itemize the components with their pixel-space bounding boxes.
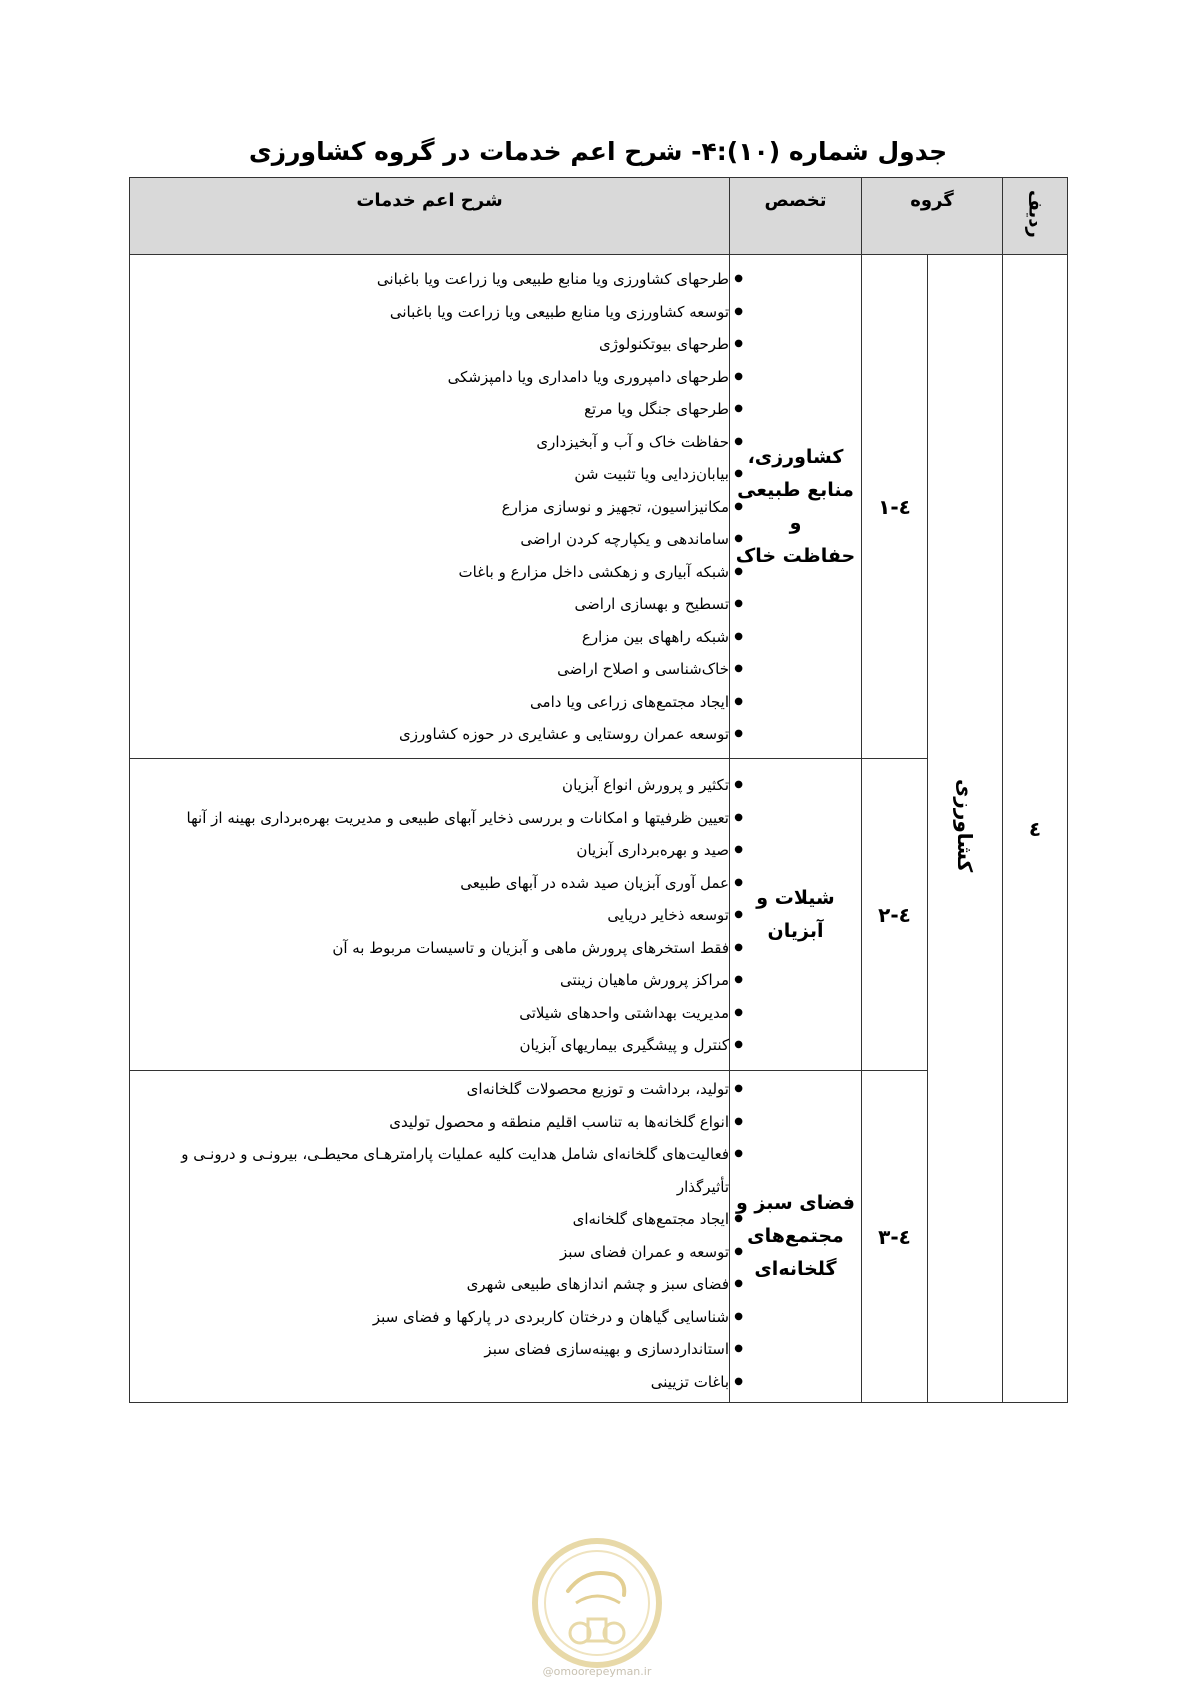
list-item: ● توسعه عمران روستایی و عشایری در حوزه کشاورزی: [130, 718, 729, 751]
list-item: ● خاک‌شناسی و اصلاح اراضی: [130, 653, 729, 686]
list-item: ● فعالیت‌های گلخانه‌ای شامل هدایت کلیه عملیات پارامترهـای محیطـی، بیرونـی و درونـی و تأثیرگذار: [130, 1138, 729, 1203]
list-item: ● طرحهای جنگل ویا مرتع: [130, 393, 729, 426]
list-item: ● ساماندهی و یکپارچه کردن اراضی: [130, 523, 729, 556]
group-name-cell: [928, 255, 1003, 1403]
list-item: ● تکثیر و پرورش انواع آبزیان: [130, 769, 729, 802]
group-name: کشاورزی: [953, 779, 978, 873]
services-list-cell: [130, 759, 730, 1071]
list-item: ● فقط استخرهای پرورش ماهی و آبزیان و تاسیسات مربوط به آن: [130, 932, 729, 965]
services-list: [130, 769, 729, 1062]
services-list-cell: [130, 1071, 730, 1403]
list-item: ● مراکز پرورش ماهیان زینتی: [130, 964, 729, 997]
specialty-code: ٤-٢: [862, 759, 928, 1071]
list-item: ● مکانیزاسیون، تجهیز و نوسازی مزارع: [130, 491, 729, 524]
header-radif: ردیف: [1003, 178, 1068, 255]
specialty-code: ٤-١: [862, 255, 928, 759]
header-specialty: تخصص: [730, 178, 862, 255]
header-group: گروه: [862, 178, 1003, 255]
services-table: [129, 177, 1068, 1403]
services-list: [130, 263, 729, 751]
specialty-name: فضای سبز و مجتمع‌های گلخانه‌ای: [730, 1071, 862, 1403]
list-item: ● طرحهای دامپروری ویا دامداری ویا دامپزشکی: [130, 361, 729, 394]
seal-icon: [528, 1537, 666, 1669]
list-item: ● عمل آوری آبزیان صید شده در آبهای طبیعی: [130, 867, 729, 900]
watermark-logo: [528, 1537, 666, 1682]
table-row: [130, 255, 1068, 759]
list-item: ● باغات تزیینی: [130, 1366, 729, 1399]
list-item: ● شبکه راههای بین مزارع: [130, 621, 729, 654]
list-item: ● صید و بهره‌برداری آبزیان: [130, 834, 729, 867]
list-item: ● طرحهای بیوتکنولوژی: [130, 328, 729, 361]
services-list: [130, 1073, 729, 1398]
table-header-row: [130, 178, 1068, 255]
list-item: ● توسعه کشاورزی ویا منابع طبیعی ویا زراعت ویا باغبانی: [130, 296, 729, 329]
specialty-name: کشاورزی، منابع طبیعی و حفاظت خاک: [730, 255, 862, 759]
list-item: ● کنترل و پیشگیری بیماریهای آبزیان: [130, 1029, 729, 1062]
row-number: ٤: [1003, 255, 1068, 1403]
list-item: ● توسعه و عمران فضای سبز: [130, 1236, 729, 1269]
header-services: شرح اعم خدمات: [130, 178, 730, 255]
list-item: ● شبکه آبیاری و زهکشی داخل مزارع و باغات: [130, 556, 729, 589]
list-item: ● تولید، برداشت و توزیع محصولات گلخانه‌ای: [130, 1073, 729, 1106]
list-item: ● انواع گلخانه‌ها به تناسب اقلیم منطقه و محصول تولیدی: [130, 1106, 729, 1139]
list-item: ● تسطیح و بهسازی اراضی: [130, 588, 729, 621]
list-item: ● مدیریت بهداشتی واحدهای شیلاتی: [130, 997, 729, 1030]
table-row: [130, 759, 1068, 1071]
list-item: ● ایجاد مجتمع‌های زراعی ویا دامی: [130, 686, 729, 719]
page-title: جدول شماره (۱۰):۴- شرح اعم خدمات در گروه کشاورزی: [248, 137, 948, 166]
list-item: ● توسعه ذخایر دریایی: [130, 899, 729, 932]
list-item: ● شناسایی گیاهان و درختان کاربردی در پارکها و فضای سبز: [130, 1301, 729, 1334]
list-item: ● تعیین ظرفیتها و امکانات و بررسی ذخایر آبهای طبیعی و مدیریت بهره‌برداری بهینه از آنها: [130, 802, 729, 835]
table-row: [130, 1071, 1068, 1403]
specialty-name: شیلات و آبزیان: [730, 759, 862, 1071]
list-item: ● استانداردسازی و بهینه‌سازی فضای سبز: [130, 1333, 729, 1366]
watermark-caption: @omoorepeyman.ir: [542, 1665, 652, 1678]
list-item: ● ایجاد مجتمع‌های گلخانه‌ای: [130, 1203, 729, 1236]
list-item: ● طرحهای کشاورزی ویا منابع طبیعی ویا زراعت ویا باغبانی: [130, 263, 729, 296]
list-item: ● بیابان‌زدایی ویا تثبیت شن: [130, 458, 729, 491]
list-item: ● فضای سبز و چشم اندازهای طبیعی شهری: [130, 1268, 729, 1301]
services-list-cell: [130, 255, 730, 759]
list-item: ● حفاظت خاک و آب و آبخیزداری: [130, 426, 729, 459]
specialty-code: ٤-٣: [862, 1071, 928, 1403]
